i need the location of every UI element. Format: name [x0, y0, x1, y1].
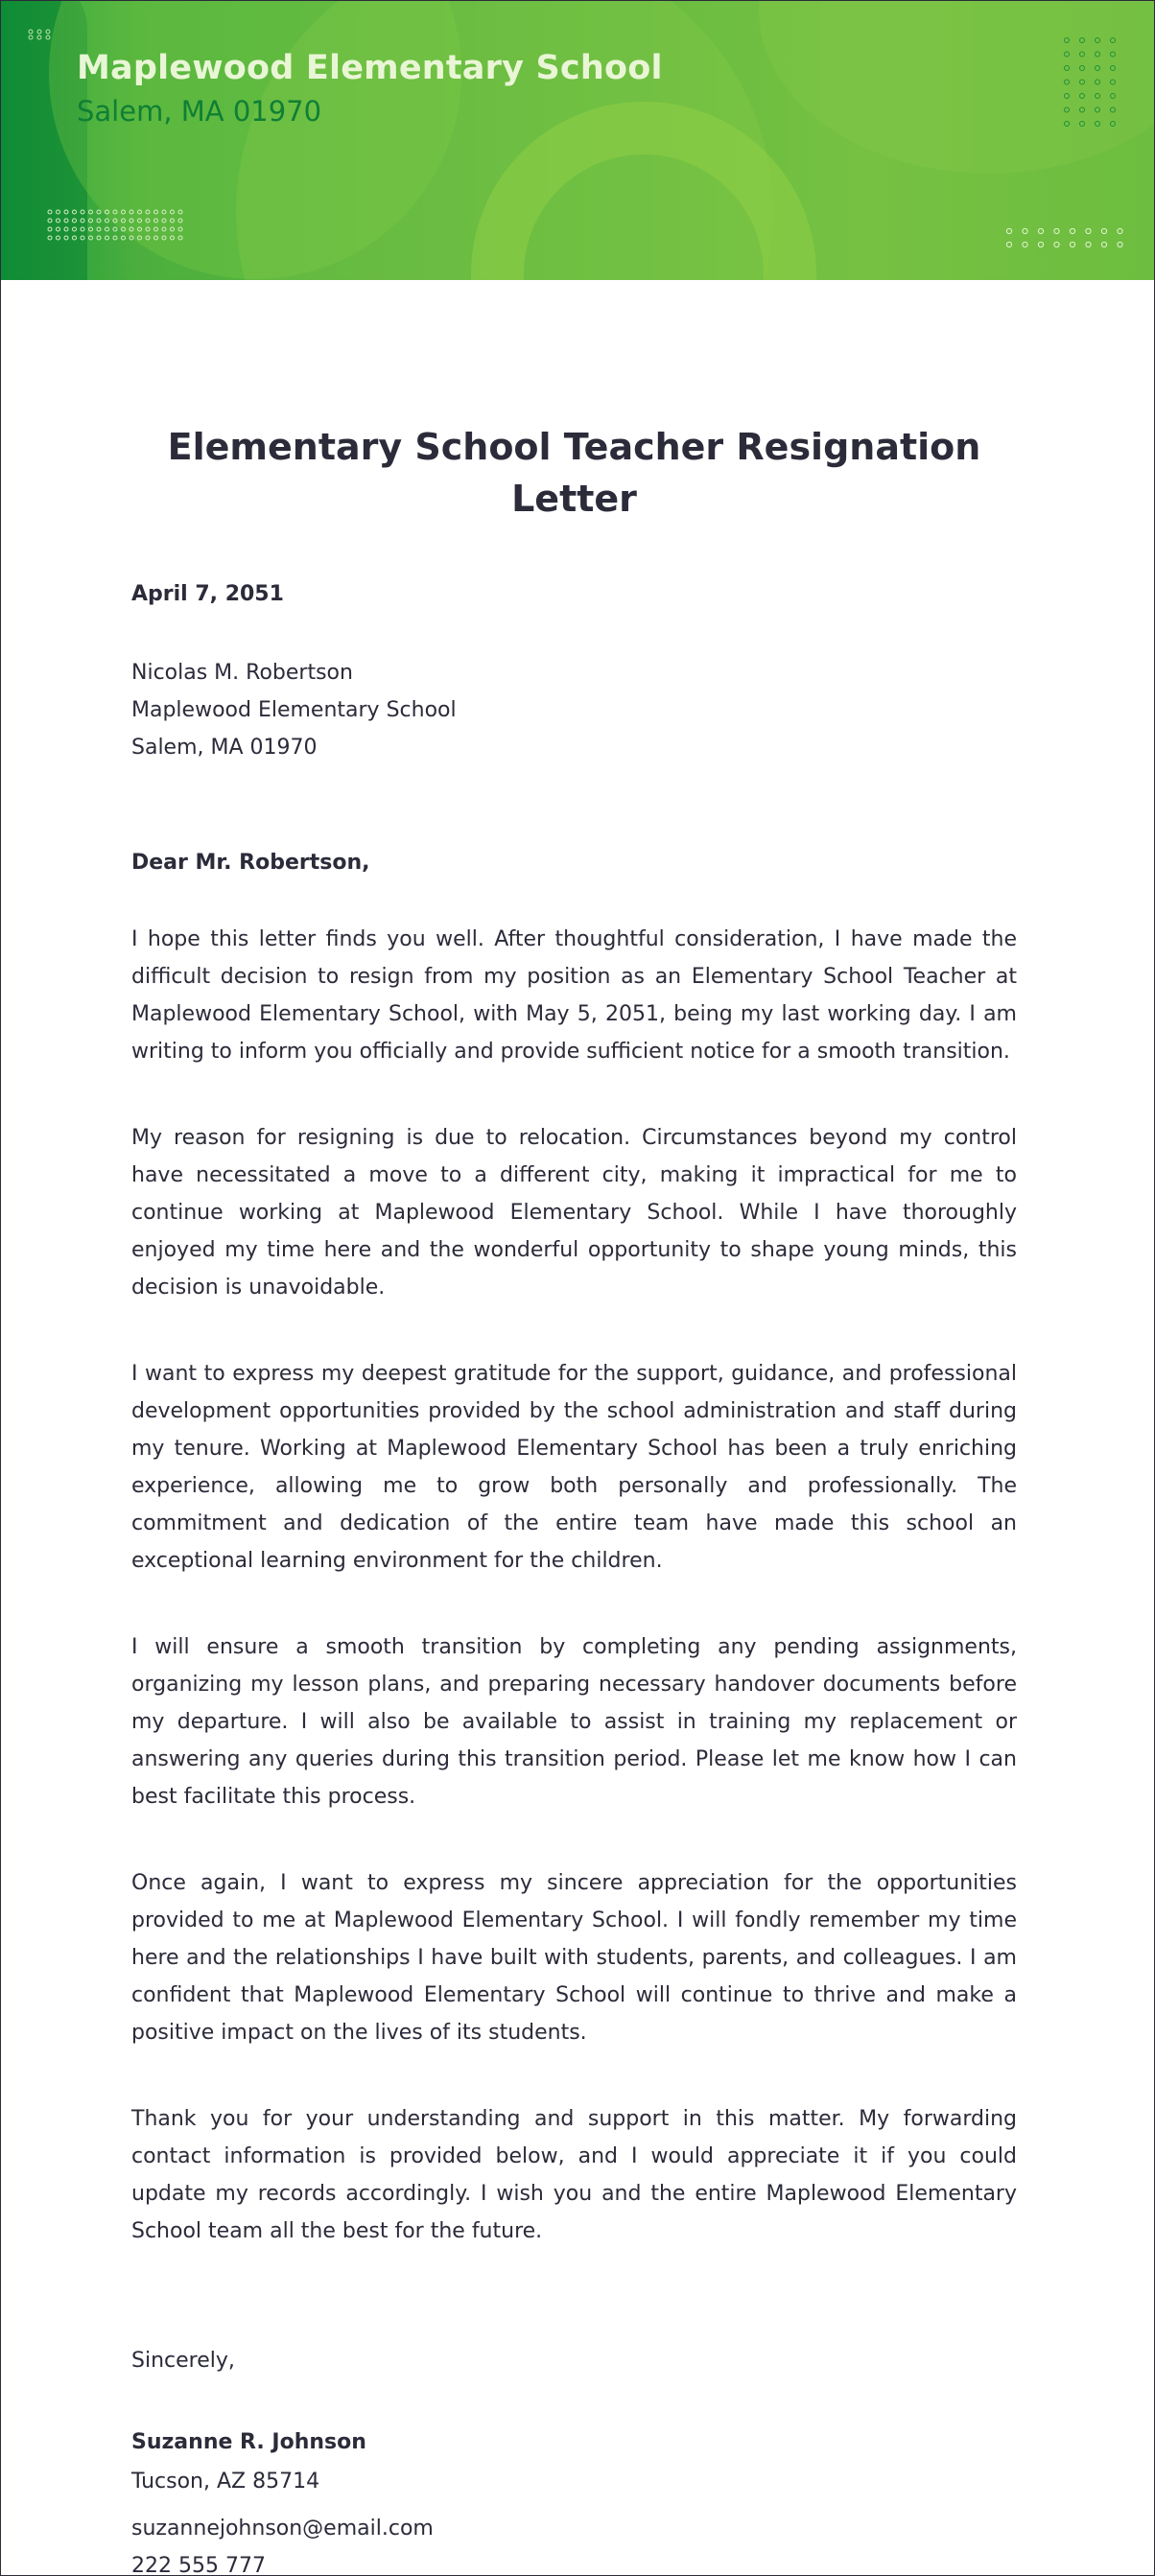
decorative-dot	[146, 219, 150, 222]
decorative-dot	[1101, 242, 1106, 246]
decorative-dot	[162, 219, 166, 222]
body-paragraph: Once again, I want to express my sincere appreciation for the opportunities provided to me at Maplewood Elementary School. I will fondly remember my time here and the relationships I have built with students, parents, and colleagues. I am confident that Maplewood Elementary School will continue to thrive and make a positive impact on the lives of its students.	[131, 1871, 1017, 2045]
decorative-dot	[162, 227, 166, 231]
decorative-dot	[64, 219, 68, 222]
decorative-dot	[1023, 242, 1027, 246]
decorative-dot	[1065, 107, 1070, 112]
decorative-dot	[1096, 52, 1100, 57]
recipient-block	[131, 654, 1017, 766]
decorative-dot	[106, 227, 109, 231]
decorative-dot	[1096, 94, 1100, 99]
decorative-dot	[122, 236, 126, 240]
decorative-dot	[1065, 38, 1070, 43]
decorative-dot	[1065, 80, 1070, 84]
decorative-dot	[1070, 228, 1074, 233]
decorative-dot	[146, 227, 150, 231]
decorative-dot	[81, 219, 84, 222]
decorative-dot	[89, 219, 93, 222]
recipient-name: Nicolas M. Robertson	[131, 661, 353, 685]
body-paragraph: I will ensure a smooth transition by completing any pending assignments, organizing my lesson plans, and preparing necessary handover documents before my departure. I will also be available to assist in training my replacement or answering any queries during this transition period. Please let me know how I can best facilitate this process.	[131, 1635, 1017, 1809]
decorative-dot	[1065, 122, 1070, 127]
decorative-dot	[154, 219, 158, 222]
decorative-dot	[48, 236, 52, 240]
decorative-dot	[113, 210, 117, 214]
decorative-dot	[1111, 122, 1116, 127]
decorative-dot	[48, 210, 52, 214]
decorative-dot	[130, 210, 133, 214]
decorative-dot	[81, 236, 84, 240]
decorative-dot	[1065, 94, 1070, 99]
decorative-dot	[1080, 80, 1085, 84]
body-paragraph: I hope this letter finds you well. After thoughtful consideration, I have made the difficult decision to resign from my position as an Elementary School Teacher at Maplewood Elementary School, with May 5, 2051, being my last working day. I am writing to inform you officially and provide sufficient notice for a smooth transition.	[131, 927, 1017, 1064]
decorative-dot	[138, 219, 142, 222]
letter-date: April 7, 2051	[131, 582, 284, 606]
decorative-dot	[64, 236, 68, 240]
decorative-dot	[146, 236, 150, 240]
signer-email: suzannejohnson@email.com	[131, 2517, 434, 2541]
decorative-dot	[73, 210, 77, 214]
dot-pattern-top-right	[1064, 37, 1120, 133]
decorative-dot	[162, 210, 166, 214]
decorative-dot	[1054, 228, 1059, 233]
decorative-dot	[171, 236, 175, 240]
decorative-dot	[122, 219, 126, 222]
decorative-dot	[89, 227, 93, 231]
decorative-dot	[1096, 107, 1100, 112]
decorative-dot	[1096, 122, 1100, 127]
decorative-dot	[97, 236, 101, 240]
decorative-dot	[1111, 38, 1116, 43]
decorative-dot	[1118, 228, 1122, 233]
school-name: Maplewood Elementary School	[77, 49, 663, 87]
decorative-dot	[1070, 242, 1074, 246]
header-banner	[1, 1, 1154, 280]
decorative-dot	[73, 236, 77, 240]
decorative-dot	[1006, 228, 1011, 233]
decorative-dot	[1080, 122, 1085, 127]
decorative-dot	[1038, 242, 1043, 246]
decorative-dot	[1006, 242, 1011, 246]
decorative-dot	[1054, 242, 1059, 246]
body-paragraph: My reason for resigning is due to relocation. Circumstances beyond my control have necessitated a move to a different city, making it impractical for me to continue working at Maplewood Elementary School. While I have thoroughly enjoyed my time here and the wonderful opportunity to shape young minds, this decision is unavoidable.	[131, 1126, 1017, 1300]
decorative-dot	[162, 236, 166, 240]
signer-phone: 222 555 777	[131, 2554, 266, 2576]
decorative-dot	[171, 210, 175, 214]
decorative-dot	[57, 219, 60, 222]
decorative-dot	[1101, 228, 1106, 233]
decorative-dot	[171, 227, 175, 231]
decorative-dot	[154, 236, 158, 240]
decorative-dot	[1080, 107, 1085, 112]
decorative-dot	[1038, 228, 1043, 233]
decorative-dot	[1080, 94, 1085, 99]
closing: Sincerely,	[131, 2349, 235, 2373]
decorative-dot	[146, 210, 150, 214]
body-paragraph: I want to express my deepest gratitude for the support, guidance, and professional development opportunities provided by the school administration and staff during my tenure. Working at Maplewood Elementary School has been a truly enriching experience, allowing me to grow both personally and professionally. The commitment and dedication of the entire team have made this school an exceptional learning environment for the children.	[131, 1362, 1017, 1573]
decorative-dot	[1080, 66, 1085, 71]
salutation: Dear Mr. Robertson,	[131, 851, 370, 875]
decorative-dot	[130, 236, 133, 240]
dot-pattern-top-left	[28, 29, 53, 40]
decorative-dot	[97, 210, 101, 214]
decorative-dot	[81, 210, 84, 214]
decorative-dot	[106, 219, 109, 222]
decorative-dot	[1096, 38, 1100, 43]
decorative-dot	[48, 227, 52, 231]
decorative-dot	[138, 210, 142, 214]
decorative-dot	[1080, 38, 1085, 43]
decorative-dot	[178, 210, 182, 214]
decorative-dot	[154, 210, 158, 214]
signer-name: Suzanne R. Johnson	[131, 2430, 366, 2454]
decorative-dot	[122, 210, 126, 214]
decorative-dot	[73, 227, 77, 231]
decorative-dot	[1118, 242, 1122, 246]
decorative-dot	[89, 236, 93, 240]
decorative-dot	[81, 227, 84, 231]
decorative-dot	[97, 219, 101, 222]
decorative-dot	[64, 210, 68, 214]
decorative-dot	[1111, 94, 1116, 99]
decorative-dot	[1065, 52, 1070, 57]
decorative-dot	[97, 227, 101, 231]
decorative-dot	[113, 227, 117, 231]
decorative-dot	[1111, 66, 1116, 71]
decorative-dot	[1111, 80, 1116, 84]
body-paragraph: Thank you for your understanding and support in this matter. My forwarding contact information is provided below, and I would appreciate it if you could update my records accordingly. I wish you and the entire Maplewood Elementary School team all the best for the future.	[131, 2107, 1017, 2243]
decorative-dot	[48, 219, 52, 222]
decorative-dot	[178, 227, 182, 231]
letter-paragraphs	[131, 921, 1017, 2250]
decorative-dot	[171, 219, 175, 222]
decorative-dot	[130, 227, 133, 231]
decorative-dot	[154, 227, 158, 231]
decorative-dot	[64, 227, 68, 231]
decorative-dot	[73, 219, 77, 222]
decorative-dot	[178, 236, 182, 240]
decorative-dot	[57, 227, 60, 231]
decorative-dot	[113, 236, 117, 240]
letter-title: Elementary School Teacher Resignation Letter	[167, 426, 981, 520]
decorative-dot	[89, 210, 93, 214]
letter-body	[131, 421, 1017, 2576]
decorative-dot	[1080, 52, 1085, 57]
decorative-dot	[178, 219, 182, 222]
dot-pattern-bottom-left	[47, 209, 189, 244]
decorative-dot	[106, 236, 109, 240]
decorative-dot	[113, 219, 117, 222]
school-address: Salem, MA 01970	[77, 95, 322, 128]
recipient-address: Salem, MA 01970	[131, 736, 318, 760]
decorative-dot	[1111, 107, 1116, 112]
signer-address: Tucson, AZ 85714	[131, 2470, 320, 2494]
decorative-dot	[57, 236, 60, 240]
decorative-dot	[1086, 228, 1091, 233]
decorative-dot	[1065, 66, 1070, 71]
decorative-dot	[57, 210, 60, 214]
decorative-dot	[106, 210, 109, 214]
decorative-dot	[1096, 66, 1100, 71]
dot-pattern-bottom-right	[1006, 228, 1131, 251]
decorative-dot	[1096, 80, 1100, 84]
recipient-organization: Maplewood Elementary School	[131, 698, 457, 722]
decorative-dot	[138, 236, 142, 240]
decorative-dot	[1086, 242, 1091, 246]
decorative-dot	[130, 219, 133, 222]
decorative-dot	[1023, 228, 1027, 233]
decorative-dot	[138, 227, 142, 231]
decorative-dot	[1111, 52, 1116, 57]
decorative-dot	[122, 227, 126, 231]
